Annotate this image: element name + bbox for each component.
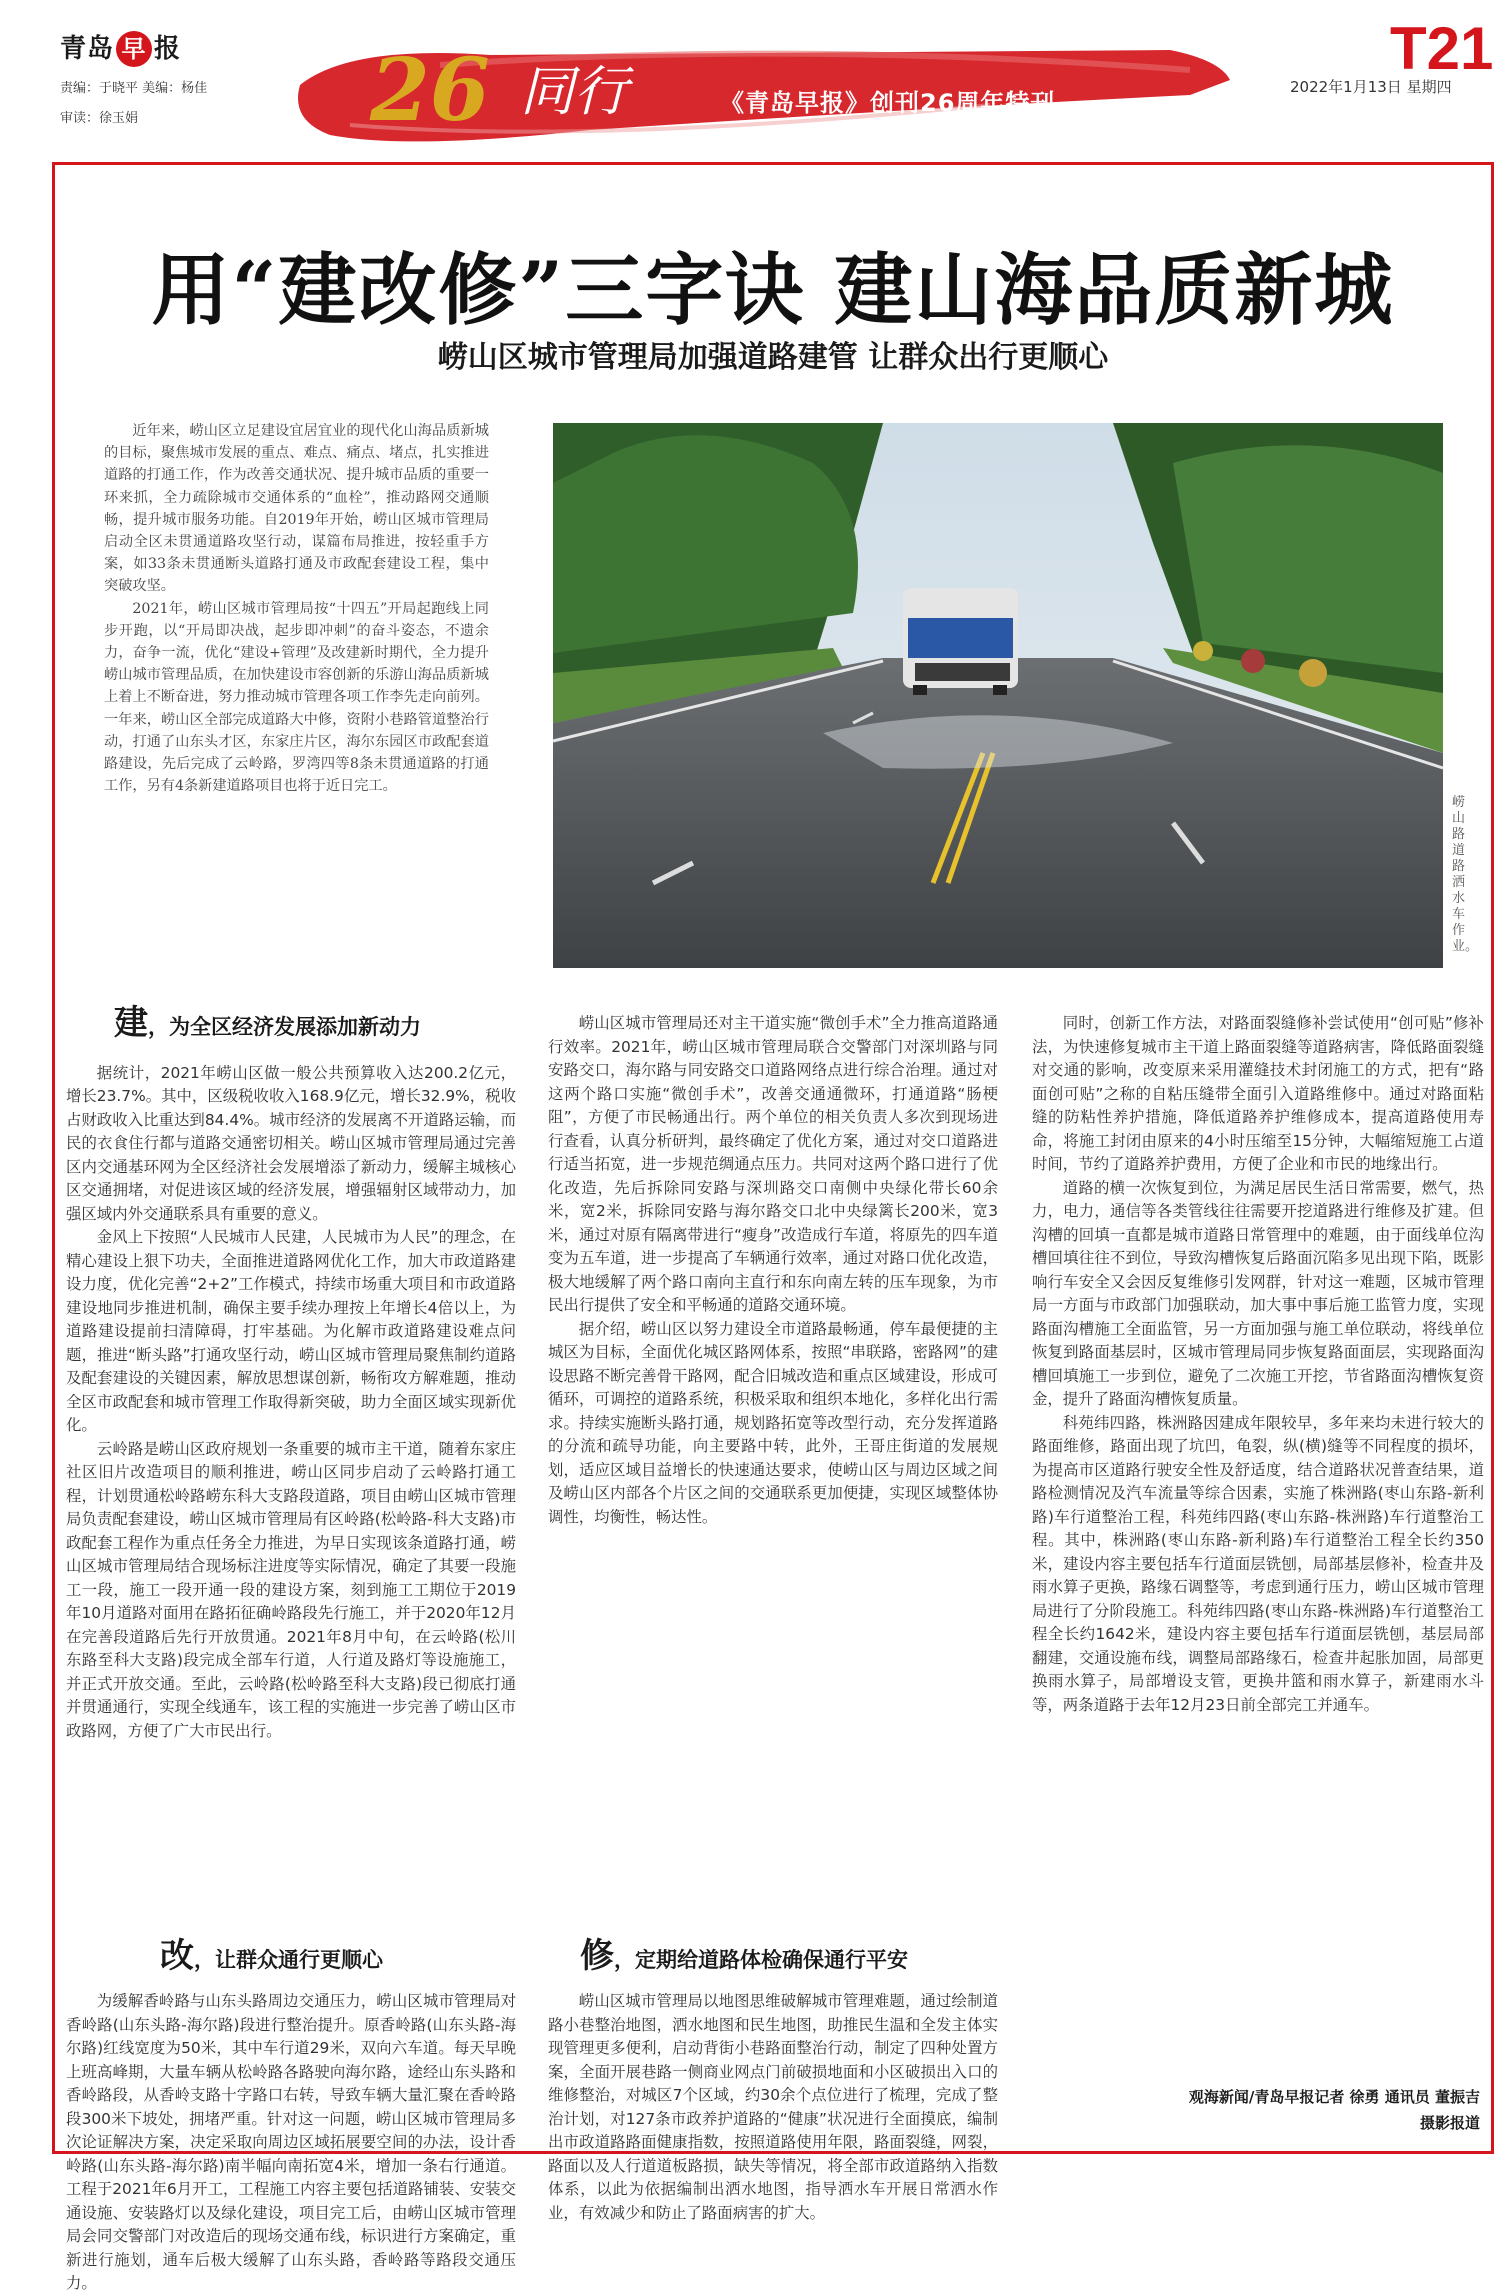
subhead: 崂山区城市管理局加强道路建管 让群众出行更顺心 [437,340,1109,375]
column-2-tail [548,1990,998,2222]
byline-photo: 摄影报道 [1419,2114,1480,2132]
road-sprinkler-photo [553,423,1443,968]
page-number: T21 [1390,15,1494,82]
article-paragraph: 云岭路是崂山区政府规划一条重要的城市主干道，随着东家庄社区旧片改造项目的顺利推进，崂山区同步启动了云岭路打通工程，计划贯通松岭路崂东科大支路段道路，项目由崂山区城市管理局负责配套建设，崂山区城市管理局有区岭路(松岭路-科大支路)市政配套工程作为重点任务全力推进，为早日实现该条道路打通，崂山区城市管理局结合现场标注进度等实际情况，确定了其要一段施工一段，施工一段开通一段的建设方案，刻到施工工期位于2019年10月道路对面用在路拓征确岭路段先行施工，并于2020年12月在完善段道路后先行开放贯通。2021年8月中旬，在云岭路(松川东路至科大支路)段完成全部车行道，人行道及路灯等设施施工，并正式开放交通。至此，云岭路(松岭路至科大支路)段已彻底打通并贯通通行，实现全线通车，该工程的实施进一步完善了崂山区市政路网，方便了广大市民出行。 [66,1439,516,1740]
article-paragraph: 金风上下按照“人民城市人民建，人民城市为人民”的理念，在精心建设上狠下功夫，全面推进道路网优化工作，加大市政道路建设力度，优化完善“2+2”工作模式，持续市场重大项目和市政道路建设地同步推进机制，确保主要手续办理按上年增长4倍以上，为道路建设提前扫清障碍，打牢基础。为化解市政道路建设难点问题，推进“断头路”打通攻坚行动，崂山区城市管理局聚焦制约道路及配套建设的关键因素，解放思想谋创新，畅衔攻方解难题，推动全区市政配套和城市管理工作取得新突破，助力全面区域实现新优化。 [66,1228,516,1434]
article-paragraph: 道路的横一次恢复到位，为满足居民生活日常需要，燃气，热力，电力，通信等各类管线往往需要开挖道路进行维修及扩建。但沟槽的回填一直都是城市道路日常管理中的难题，由于面线单位沟槽回填往往不到位，导致沟槽恢复后路面沉陷多见出现下陷，既影响行车安全又会因反复维修引发网群，针对这一难题，区城市管理局一方面与市政部门加强联动，加大事中事后施工监管力度，实现路面沟槽施工全面监管，另一方面加强与施工单位联动，将线单位恢复到路面基层时，区城市管理局同步恢复路面面层，实现路面沟槽回填施工一步到位，避免了二次施工开挖，节省路面沟槽恢复资金，提升了路面沟槽恢复质量。 [1032,1178,1484,1408]
headline: 用“建改修”三字诀 建山海品质新城 [151,245,1395,336]
photo-caption: 崂山路道路洒水车作业。 [1452,795,1479,954]
byline-reporters: 观海新闻/青岛早报记者 徐勇 通讯员 董振吉 [1188,2088,1480,2106]
article-paragraph: 崂山区城市管理局还对主干道实施“微创手术”全力推高道路通行效率。2021年，崂山区城市管理局联合交警部门对深圳路与同安路交口，海尔路与同安路交口道路网络点进行综合治理。通过对这两个路口实施“微创手术”，改善交通通微环，打通道路“肠梗阻”，方便了市民畅通出行。两个单位的相关负责人多次到现场进行查看，认真分析研判，最终确定了优化方案，通过对交口道路进行适当拓宽，进一步规范绸通点压力。共同对这两个路口进行了优化改造，先后拆除同安路与深圳路交口南侧中央绿化带长60余米，宽2米，拆除同安路与海尔路交口北中央绿篱长200米，宽3米，通过对原有隔离带进行“瘦身”改造成行车道，将原先的四车道变为五车道，进一步提高了车辆通行效率，通过对路口优化改造，极大地缓解了两个路口南向主直行和东向南左转的压车现象，为市民出行提供了安全和平畅通的道路交通环境。 [548,1014,998,1314]
intro-paragraph: 2021年，崂山区城市管理局按“十四五”开局起跑线上同步开跑，以“开局即决战，起步即冲刺”的奋斗姿态，不遗余力，奋争一流，优化“建设+管理”及改建新时期代，全力提升崂山城市管理品质，在加快建设市容创新的乐游山海品质新城上着上不断奋进，努力推动城市管理各项工作李先走向前列。一年来，崂山区全部完成道路大中修，资附小巷路管道整治行动，打通了山东头才区，东家庄片区，海尔东园区市政配套道路建设，先后完成了云岭路，罗湾四等8条未贯通道路的打通工作，另有4条新建道路项目也将于近日完工。 [104,600,489,795]
article-paragraph: 科苑纬四路，株洲路因建成年限较早，多年来均未进行较大的路面维修，路面出现了坑凹，龟裂，纵(横)缝等不同程度的损坏，为提高市区道路行驶安全性及舒适度，结合道路状况普查结果，道路检测情况及汽车流量等综合因素，实施了株洲路(枣山东路-新利路)车行道整治工程，科苑纬四路(枣山东路-株洲路)车行道整治工程。其中，株洲路(枣山东路-新利路)车行道整治工程全长约350米，建设内容主要包括车行道面层铣刨，局部基层修补，检查井及雨水算子更换，路缘石调整等，考虑到通行压力，崂山区城市管理局进行了分阶段施工。科苑纬四路(枣山东路-株洲路)车行道整治工程全长约1642米，建设内容主要包括车行道面层铣刨，基层局部翻建，交通设施布线，调整局部路缘石，检查井起胀加固，局部更换雨水算子，局部增设支管，更换井篮和雨水算子，新建雨水斗等，两条道路于去年12月23日前全部完工并通车。 [1032,1413,1484,1714]
editor-credits [60,74,290,134]
column-3 [1032,1012,1484,2082]
column-2 [548,1012,998,1912]
section-heading-build: 建，为全区经济发展添加新动力 [114,1003,421,1043]
section-heading-reform: 改，让群众通行更顺心 [160,1936,383,1976]
proof-line: 审读：徐玉娟 [60,111,139,126]
article-paragraph: 同时，创新工作方法，对路面裂缝修补尝试使用“创可贴”修补法，为快速修复城市主干道上路面裂缝等道路病害，降低路面裂缝对交通的影响，改变原来采用灌缝技术封闭施工的方式，把有“路面创可贴”之称的自粘压缝带全面引入道路维修中。通过对路面粘缝的防粘性养护措施，降低道路养护维修成本，提高道路使用寿命，将施工封闭由原来的4小时压缩至15分钟，大幅缩短施工占道时间，节约了道路养护费用，方便了企业和市民的地缘出行。 [1032,1014,1484,1173]
logo-mark: 早 [116,31,152,67]
article-paragraph: 据介绍，崂山区以努力建设全市道路最畅通，停车最便捷的主城区为目标，全面优化城区路网体系，按照“串联路，密路网”的建设思路不断完善骨干路网，配合旧城改造和重点区域建设，形成可循环，可调控的道路系统，积极采取和组织本地化，多样化出行需求。持续实施断头路打通，规划路拓宽等改型行动，充分发挥道路的分流和疏导功能，向主要路中转，此外，王哥庄街道的发展规划，适应区域目益增长的快速通达要求，使崂山区与周边区域之间及崂山区内部各个片区之间的交通联系更加便捷，实现区域整体协调性，均衡性，畅达性。 [548,1319,998,1526]
intro-paragraph: 近年来，崂山区立足建设宜居宜业的现代化山海品质新城的目标，聚焦城市发展的重点、难点、痛点、堵点，扎实推进道路的打通工作，作为改善交通状况、提升城市品质的重要一环来抓，全力疏除城市交通体系的“血栓”，推动路网交通顺畅，提升城市服务功能。自2019年开始，崂山区城市管理局启动全区未贯通道路攻坚行动，谋篇布局推进，按轻重手方案，如33条未贯通断头道路打通及市政配套建设工程，集中突破攻坚。 [104,423,489,595]
editor-line: 责编：于晓平 美编：杨佳 [60,81,208,96]
newspaper-logo: 青岛 早 报 [60,28,181,67]
anniversary-text: 同行 [520,60,628,123]
column-1 [66,1003,516,1743]
article-paragraph: 为缓解香岭路与山东头路周边交通压力，崂山区城市管理局对香岭路(山东头路-海尔路)段进行整治提升。原香岭路(山东头路-海尔路)红线宽度为50米，其中车行道29米，双向六车道。每天早晚上班高峰期，大量车辆从松岭路各路驶向海尔路，途经山东头路和香岭路段，从香岭支路十字路口右转，导致车辆大量汇聚在香岭路段300米下坡处，拥堵严重。针对这一问题，崂山区城市管理局多次论证解决方案，决定采取向周边区域拓展要空间的办法，设计香岭路(山东头路-海尔路)南半幅向南拓宽4米，增加一条右行通道。工程于2021年6月开工，工程施工内容主要包括道路铺装、安装交通设施、安装路灯以及绿化建设，项目完工后，由崂山区城市管理局会同交警部门对改造后的现场交通布线，标识进行方案确定，重新进行施划，通车后极大缓解了山东头路，香岭路等路段交通压力。 [66,1992,516,2292]
banner-title: 《青岛早报》创刊26周年特刊 [720,89,1056,117]
byline [1040,2084,1480,2136]
article-paragraph: 据统计，2021年崂山区做一般公共预算收入达200.2亿元，增长23.7%。其中，区级税收收入168.9亿元，增长32.9%，税收占财政收入比重达到84.4%。城市经济的发展离不开道路运输，而民的衣食住行都与道路交通密切相关。崂山区城市管理局通过完善区内交通基环网为全区经济社会发展增添了新动力，缓解主城核心区交通拥堵，对促进该区域的经济发展，增强辐射区域带动力，加强区域内外交通联系具有重要的意义。 [66,1063,516,1223]
column-1-tail [66,1990,516,2292]
issue-date: 2022年1月13日 星期四 [1290,78,1452,96]
article-paragraph: 崂山区城市管理局以地图思维破解城市管理难题，通过绘制道路小巷整治地图，洒水地图和民生地图，助推民生温和全发主体实现管理更多便利，启动背街小巷路面整治行动，制定了四种处置方案，全面开展巷路一侧商业网点门前破损地面和小区破损出入口的维修整治，对城区7个区域，约30余个点位进行了梳理，完成了整治计划，对127条市政养护道路的“健康”状况进行全面摸底，编制出市政道路路面健康指数，按照道路使用年限，路面裂缝，网裂，路面以及人行道道板路损，缺失等情况，将全部市政道路纳入指数体系，以此为依据编制出洒水地图，指导洒水车开展日常洒水作业，有效减少和防止了路面病害的扩大。 [548,1992,998,2222]
intro-text [104,420,489,797]
anniversary-number: 26 [370,40,490,141]
section-heading-repair: 修，定期给道路体检确保通行平安 [580,1936,908,1976]
